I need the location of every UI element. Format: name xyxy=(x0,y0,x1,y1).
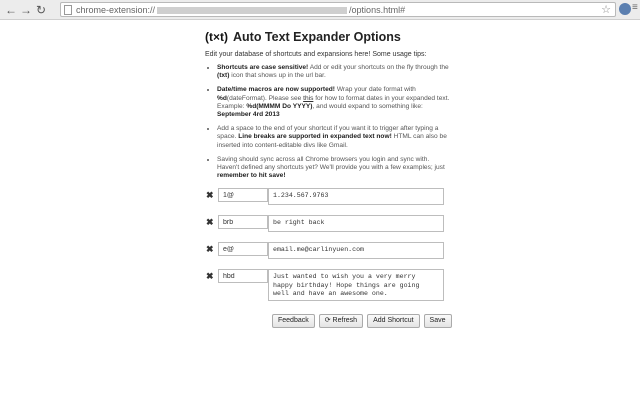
back-arrow-icon[interactable]: ← xyxy=(5,3,17,17)
expansion-input[interactable] xyxy=(268,242,444,259)
browser-toolbar xyxy=(0,0,640,20)
action-buttons xyxy=(272,314,452,328)
extension-icon[interactable] xyxy=(619,3,631,15)
shortcut-row xyxy=(206,269,446,301)
page-icon xyxy=(64,5,72,15)
tip-item: • Shortcuts are case sensitive! Add or edit your shortcuts on the fly through the (txt) icon that shows up in the url bar. xyxy=(217,64,450,80)
page-header xyxy=(205,28,450,46)
shortcut-row xyxy=(206,215,446,233)
delete-shortcut-icon[interactable]: ✖ xyxy=(206,271,214,281)
expansion-input[interactable] xyxy=(268,269,444,301)
address-bar[interactable] xyxy=(60,2,616,17)
star-icon[interactable]: ☆ xyxy=(601,4,611,16)
logo: (t×t) xyxy=(205,30,228,44)
add-shortcut-button[interactable]: Add Shortcut xyxy=(367,314,419,328)
tip-item: • Add a space to the end of your shortcut if you want it to trigger after typing a space. Line breaks are supported in expanded text now! HTML can also be inserted into content-editable divs like Gmail. xyxy=(217,125,450,150)
intro-text: Edit your database of shortcuts and expansions here! Some usage tips: xyxy=(205,51,427,58)
expansion-input[interactable] xyxy=(268,188,444,205)
reload-icon[interactable]: ↻ xyxy=(35,3,47,17)
tips-list xyxy=(205,64,450,180)
url-redacted xyxy=(157,7,347,14)
shortcut-input[interactable] xyxy=(218,269,268,283)
shortcut-row xyxy=(206,188,446,206)
shortcut-row xyxy=(206,242,446,260)
url-text: chrome-extension:// /options.html# xyxy=(76,5,406,15)
tip-item: • Saving should sync across all Chrome browsers you login and sync with. Haven't defined any shortcuts yet? We'll provide you with a few examples; just remember to hit save! xyxy=(217,156,450,181)
shortcut-input[interactable] xyxy=(218,242,268,256)
forward-arrow-icon[interactable]: → xyxy=(20,3,32,17)
feedback-button[interactable]: Feedback xyxy=(272,314,315,328)
shortcut-input[interactable] xyxy=(218,188,268,202)
date-format-link[interactable]: this xyxy=(303,94,314,102)
delete-shortcut-icon[interactable]: ✖ xyxy=(206,190,214,200)
delete-shortcut-icon[interactable]: ✖ xyxy=(206,244,214,254)
refresh-button[interactable]: ⟳ Refresh xyxy=(319,314,363,328)
delete-shortcut-icon[interactable]: ✖ xyxy=(206,217,214,227)
shortcut-input[interactable] xyxy=(218,215,268,229)
expansion-input[interactable] xyxy=(268,215,444,232)
tip-item: • Date/time macros are now supported! Wrap your date format with %d(dateFormat). Please see this for how to format dates in your expanded text. Example: %d(MMMM Do YYYY), and would expand to something like: September 4rd 2013 xyxy=(217,86,450,119)
options-panel xyxy=(205,28,450,186)
save-button[interactable]: Save xyxy=(424,314,452,328)
menu-icon[interactable]: ≡ xyxy=(632,2,638,13)
page-title: Auto Text Expander Options xyxy=(233,30,401,44)
